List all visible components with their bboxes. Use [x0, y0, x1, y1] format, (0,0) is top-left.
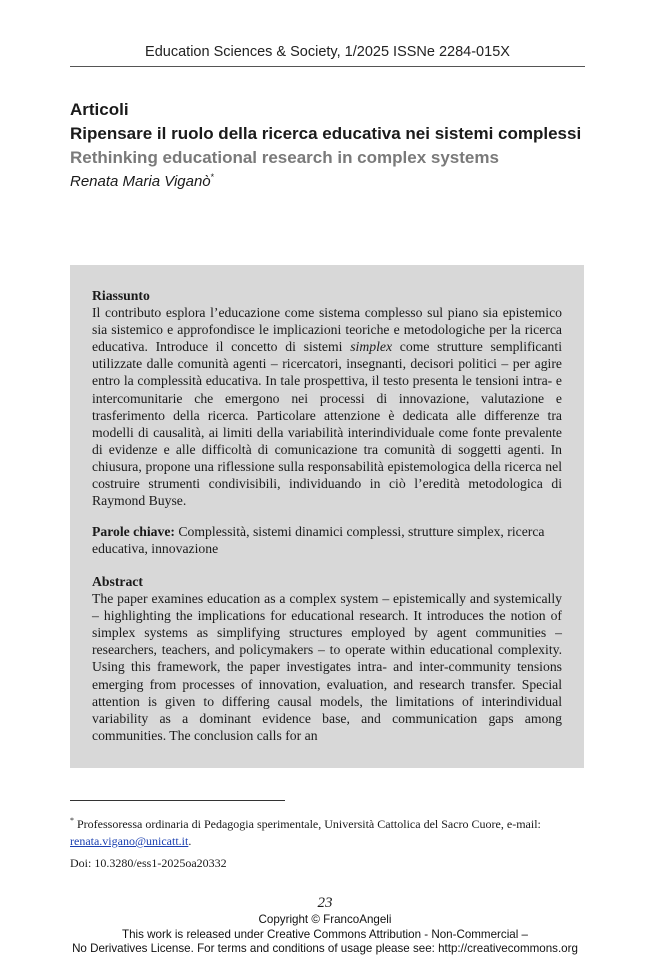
- footnote-rule: [70, 800, 285, 801]
- article-title-english: Rethinking educational research in complex systems: [70, 148, 499, 167]
- author-email-link[interactable]: renata.vigano@unicatt.it: [70, 834, 189, 848]
- riassunto-section: [92, 287, 562, 509]
- footnote-mark: *: [70, 816, 74, 825]
- riassunto-text-part-1: Il contributo esplora l’educazione come sistema complesso sul piano sia epistemico sia sistemico e approfondisce le implicazioni teoriche e metodologiche per la ricerca educativa. Introduce il concetto di sistemi: [92, 305, 562, 355]
- journal-header: Education Sciences & Society, 1/2025 ISSNe 2284-015X: [145, 44, 510, 60]
- author-name: Renata Maria Viganò: [70, 173, 211, 190]
- abstract-heading: Abstract: [92, 574, 143, 589]
- riassunto-text-part-2: come strutture semplificanti utilizzate dalle comunità agenti – ricercatori, insegnanti, decisori politici – per agire entro la complessità educativa. In tale prospettiva, il testo presenta le tensioni intra- e intercomunitarie che emergono nei processi di innovazione, valutazione e trasferimento della ricerca. Particolare attenzione è dedicata alle differenze tra modelli di causalità, ai limiti della variabilità interindividuale come fonte prevalente di evidenze e alle difficoltà di comunicazione tra comunità di soggetti agenti. In chiusura, propone una riflessione sulla responsabilità epistemologica della ricerca nel costruire strumenti condivisibili, individuando in ciò l’eredità metodologica di Raymond Buyse.: [92, 339, 562, 509]
- author-line: [70, 172, 214, 190]
- footnote-text: Professoressa ordinaria di Pedagogia sperimentale, Università Cattolica del Sacro Cuore, e-mail:: [77, 817, 541, 831]
- footnote-end: .: [188, 834, 192, 848]
- riassunto-text-italic: simplex: [350, 339, 393, 355]
- abstract-section: [92, 573, 562, 744]
- keywords-heading: Parole chiave:: [92, 524, 175, 539]
- keywords-text: Complessità, sistemi dinamici complessi, strutture simplex, ricerca educativa, innovazione: [92, 524, 545, 557]
- article-title-italian: Ripensare il ruolo della ricerca educativa nei sistemi complessi: [70, 124, 582, 143]
- license-notice: [0, 913, 650, 957]
- keywords-section: [92, 523, 562, 557]
- license-line-2: This work is released under Creative Commons Attribution - Non-Commercial –: [122, 927, 528, 941]
- keywords-paragraph: [92, 523, 562, 557]
- riassunto-heading: Riassunto: [92, 288, 150, 303]
- header-rule: [70, 66, 585, 67]
- license-line-1: Copyright © FrancoAngeli: [258, 913, 392, 926]
- section-label: Articoli: [70, 100, 129, 119]
- riassunto-text: [92, 304, 562, 509]
- page-number: 23: [317, 895, 333, 911]
- abstract-box: [70, 265, 584, 768]
- author-footnote: [70, 812, 584, 850]
- abstract-text: The paper examines education as a complex system – epistemically and systemically – highlighting the implications for educational research. It introduces the notion of simplex systems as simplifying structures employed by agent communities – researchers, teachers, and policymakers – to operate within educational complexity. Using this framework, the paper investigates intra- and inter-community tensions emerging from processes of innovation, evaluation, and research transfer. Special attention is given to differing causal models, the limitations of interindividual variability as a dominant evidence base, and communication gaps among communities. The conclusion calls for an: [92, 591, 562, 743]
- license-line-3: No Derivatives License. For terms and conditions of usage please see: http://creativecommons.org: [72, 942, 578, 955]
- author-footnote-mark: *: [210, 172, 215, 182]
- doi: Doi: 10.3280/ess1-2025oa20332: [70, 856, 227, 870]
